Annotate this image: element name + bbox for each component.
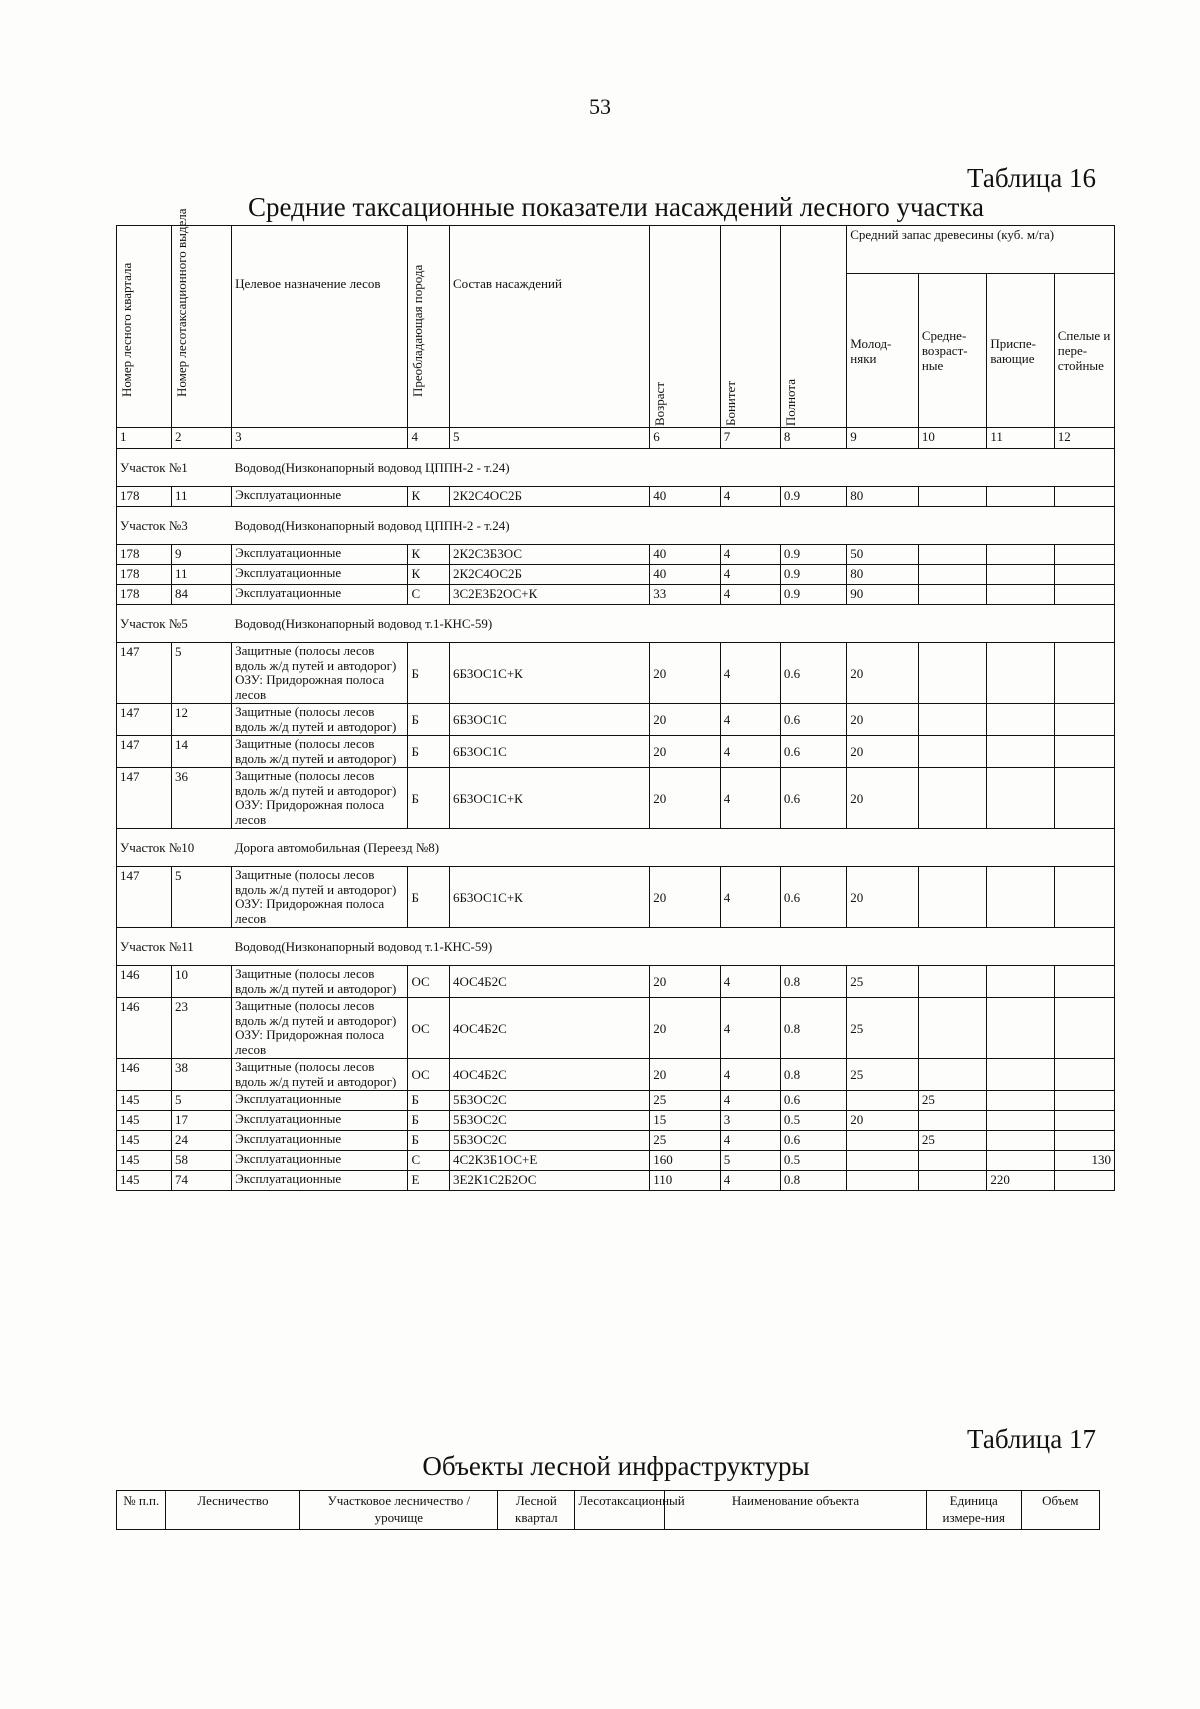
- cell-density: 0.6: [780, 704, 846, 736]
- cell-young: 25: [847, 1059, 919, 1091]
- cell-density: 0.9: [780, 585, 846, 605]
- cell-middle: [918, 565, 986, 585]
- cell-young: 80: [847, 565, 919, 585]
- cell-mature: [1054, 867, 1114, 928]
- table-row: [117, 966, 1115, 998]
- cell-subdivision: 23: [171, 998, 231, 1059]
- table-row: [117, 643, 1115, 704]
- cell-quarter: 178: [117, 565, 172, 585]
- infrastructure-table: [116, 1490, 1100, 1530]
- section-object-label: Водовод(Низконапорный водовод ЦППН-2 - т.24): [232, 507, 1115, 545]
- cell-purpose: Эксплуатационные: [232, 1111, 408, 1131]
- header-purpose: Целевое назначение лесов: [232, 226, 408, 428]
- cell-quarter: 178: [117, 545, 172, 565]
- cell-ripening: [987, 1131, 1054, 1151]
- cell-mature: [1054, 585, 1114, 605]
- cell-subdivision: 36: [171, 768, 231, 829]
- cell-bonitet: 4: [720, 867, 780, 928]
- table-row: [117, 1171, 1115, 1191]
- cell-subdivision: 58: [171, 1151, 231, 1171]
- section-header-row: [117, 507, 1115, 545]
- t17-header-quarter: Лесной квартал: [498, 1491, 575, 1530]
- cell-mature: [1054, 1131, 1114, 1151]
- cell-bonitet: 4: [720, 998, 780, 1059]
- cell-bonitet: 4: [720, 565, 780, 585]
- cell-density: 0.6: [780, 643, 846, 704]
- cell-bonitet: 4: [720, 1059, 780, 1091]
- cell-density: 0.6: [780, 736, 846, 768]
- cell-age: 40: [650, 487, 721, 507]
- cell-density: 0.8: [780, 1059, 846, 1091]
- cell-mature: [1054, 1171, 1114, 1191]
- section-object-label: Водовод(Низконапорный водовод ЦППН-2 - т.24): [232, 449, 1115, 487]
- cell-purpose: Эксплуатационные: [232, 487, 408, 507]
- cell-middle: [918, 768, 986, 829]
- table-16-label: Таблица 16: [967, 163, 1096, 193]
- cell-dominant: К: [408, 545, 449, 565]
- cell-young: 80: [847, 487, 919, 507]
- cell-density: 0.6: [780, 1131, 846, 1151]
- table-row: [117, 487, 1115, 507]
- cell-purpose: Защитные (полосы лесов вдоль ж/д путей и автодорог) ОЗУ: Придорожная полоса лесов: [232, 998, 408, 1059]
- cell-bonitet: 5: [720, 1151, 780, 1171]
- cell-composition: 3Е2К1С2Б2ОС: [449, 1171, 649, 1191]
- section-object-label: Водовод(Низконапорный водовод т.1-КНС-59): [232, 605, 1115, 643]
- section-object-label: Водовод(Низконапорный водовод т.1-КНС-59): [232, 928, 1115, 966]
- cell-dominant: Б: [408, 768, 449, 829]
- cell-young: 20: [847, 768, 919, 829]
- forest-stand-table: [116, 208, 1115, 1191]
- cell-mature: [1054, 1091, 1114, 1111]
- cell-subdivision: 84: [171, 585, 231, 605]
- cell-ripening: [987, 545, 1054, 565]
- table-row: [117, 565, 1115, 585]
- cell-bonitet: 4: [720, 768, 780, 829]
- cell-age: 25: [650, 1091, 721, 1111]
- cell-composition: 4ОС4Б2С: [449, 966, 649, 998]
- cell-middle: [918, 1171, 986, 1191]
- cell-young: 90: [847, 585, 919, 605]
- cell-quarter: 145: [117, 1151, 172, 1171]
- table-row: [117, 545, 1115, 565]
- cell-ripening: [987, 643, 1054, 704]
- cell-composition: 4ОС4Б2С: [449, 1059, 649, 1091]
- cell-dominant: Б: [408, 867, 449, 928]
- cell-quarter: 146: [117, 966, 172, 998]
- section-area-label: Участок №3: [117, 507, 232, 545]
- cell-purpose: Эксплуатационные: [232, 1091, 408, 1111]
- cell-ripening: [987, 565, 1054, 585]
- cell-density: 0.9: [780, 565, 846, 585]
- cell-bonitet: 4: [720, 704, 780, 736]
- cell-subdivision: 74: [171, 1171, 231, 1191]
- table-16-title: Средние таксационные показатели насаждений лесного участка: [247, 192, 985, 222]
- cell-age: 20: [650, 998, 721, 1059]
- cell-bonitet: 4: [720, 736, 780, 768]
- table-row: [117, 704, 1115, 736]
- cell-subdivision: 12: [171, 704, 231, 736]
- cell-bonitet: 4: [720, 1091, 780, 1111]
- cell-age: 15: [650, 1111, 721, 1131]
- section-object-label: Дорога автомобильная (Переезд №8): [232, 829, 1115, 867]
- cell-bonitet: 4: [720, 487, 780, 507]
- cell-purpose: Эксплуатационные: [232, 565, 408, 585]
- cell-purpose: Защитные (полосы лесов вдоль ж/д путей и автодорог): [232, 1059, 408, 1091]
- table-row: [117, 998, 1115, 1059]
- cell-purpose: Защитные (полосы лесов вдоль ж/д путей и автодорог): [232, 704, 408, 736]
- cell-mature: [1054, 643, 1114, 704]
- cell-ripening: [987, 867, 1054, 928]
- cell-ripening: [987, 768, 1054, 829]
- header-age: Возраст: [650, 226, 721, 428]
- cell-age: 20: [650, 966, 721, 998]
- cell-subdivision: 11: [171, 565, 231, 585]
- cell-quarter: 147: [117, 736, 172, 768]
- cell-middle: 25: [918, 1091, 986, 1111]
- cell-density: 0.6: [780, 1091, 846, 1111]
- cell-dominant: ОС: [408, 998, 449, 1059]
- header-stock-group: Средний запас древесины (куб. м/га): [847, 226, 1115, 274]
- cell-purpose: Защитные (полосы лесов вдоль ж/д путей и автодорог): [232, 736, 408, 768]
- cell-subdivision: 17: [171, 1111, 231, 1131]
- cell-age: 20: [650, 1059, 721, 1091]
- cell-mature: [1054, 1111, 1114, 1131]
- cell-young: [847, 1131, 919, 1151]
- cell-middle: [918, 704, 986, 736]
- cell-purpose: Защитные (полосы лесов вдоль ж/д путей и автодорог): [232, 966, 408, 998]
- cell-density: 0.8: [780, 998, 846, 1059]
- t17-header-volume: Объем: [1021, 1491, 1099, 1530]
- header-bonitet: Бонитет: [720, 226, 780, 428]
- cell-composition: 6Б3ОС1С+К: [449, 867, 649, 928]
- cell-ripening: [987, 1151, 1054, 1171]
- cell-purpose: Эксплуатационные: [232, 585, 408, 605]
- cell-middle: [918, 1059, 986, 1091]
- cell-density: 0.5: [780, 1111, 846, 1131]
- table-row: [117, 1091, 1115, 1111]
- header-middle: Средне-возраст-ные: [918, 274, 986, 428]
- section-header-row: [117, 928, 1115, 966]
- cell-young: 20: [847, 704, 919, 736]
- cell-young: 20: [847, 736, 919, 768]
- cell-age: 20: [650, 736, 721, 768]
- cell-mature: [1054, 768, 1114, 829]
- cell-composition: 2К2С4ОС2Б: [449, 487, 649, 507]
- cell-purpose: Защитные (полосы лесов вдоль ж/д путей и автодорог) ОЗУ: Придорожная полоса лесов: [232, 643, 408, 704]
- section-area-label: Участок №1: [117, 449, 232, 487]
- cell-composition: 5Б3ОС2С: [449, 1131, 649, 1151]
- cell-dominant: Б: [408, 1111, 449, 1131]
- cell-dominant: Б: [408, 736, 449, 768]
- cell-density: 0.8: [780, 966, 846, 998]
- section-header-row: [117, 605, 1115, 643]
- cell-bonitet: 4: [720, 1131, 780, 1151]
- cell-dominant: С: [408, 1151, 449, 1171]
- cell-bonitet: 4: [720, 966, 780, 998]
- cell-age: 110: [650, 1171, 721, 1191]
- cell-subdivision: 38: [171, 1059, 231, 1091]
- cell-subdivision: 24: [171, 1131, 231, 1151]
- cell-middle: [918, 545, 986, 565]
- cell-middle: [918, 966, 986, 998]
- cell-mature: [1054, 487, 1114, 507]
- table-row: [117, 768, 1115, 829]
- cell-subdivision: 9: [171, 545, 231, 565]
- header-subdivision: Номер лесотаксационного выдела: [171, 226, 231, 428]
- cell-mature: [1054, 704, 1114, 736]
- cell-mature: 130: [1054, 1151, 1114, 1171]
- section-header-row: [117, 829, 1115, 867]
- cell-age: 33: [650, 585, 721, 605]
- table-17-title: Объекты лесной инфраструктуры: [422, 1451, 810, 1481]
- cell-ripening: [987, 1111, 1054, 1131]
- section-header-row: [117, 449, 1115, 487]
- cell-dominant: Б: [408, 704, 449, 736]
- cell-age: 20: [650, 867, 721, 928]
- cell-dominant: ОС: [408, 1059, 449, 1091]
- header-young: Молод-няки: [847, 274, 919, 428]
- cell-middle: [918, 998, 986, 1059]
- cell-subdivision: 5: [171, 1091, 231, 1111]
- cell-composition: 5Б3ОС2С: [449, 1091, 649, 1111]
- header-quarter: Номер лесного квартала: [117, 226, 172, 428]
- cell-composition: 3С2Е3Б2ОС+К: [449, 585, 649, 605]
- cell-composition: 6Б3ОС1С: [449, 736, 649, 768]
- cell-ripening: [987, 487, 1054, 507]
- cell-quarter: 145: [117, 1131, 172, 1151]
- cell-age: 20: [650, 768, 721, 829]
- cell-ripening: [987, 736, 1054, 768]
- t17-header-number: № п.п.: [117, 1491, 166, 1530]
- cell-quarter: 145: [117, 1111, 172, 1131]
- cell-quarter: 145: [117, 1171, 172, 1191]
- cell-density: 0.9: [780, 545, 846, 565]
- cell-purpose: Защитные (полосы лесов вдоль ж/д путей и автодорог) ОЗУ: Придорожная полоса лесов: [232, 867, 408, 928]
- cell-composition: 5Б3ОС2С: [449, 1111, 649, 1131]
- cell-purpose: Защитные (полосы лесов вдоль ж/д путей и автодорог) ОЗУ: Придорожная полоса лесов: [232, 768, 408, 829]
- cell-age: 160: [650, 1151, 721, 1171]
- table-row: [117, 736, 1115, 768]
- cell-dominant: Е: [408, 1171, 449, 1191]
- cell-quarter: 145: [117, 1091, 172, 1111]
- cell-dominant: ОС: [408, 966, 449, 998]
- cell-mature: [1054, 545, 1114, 565]
- cell-mature: [1054, 998, 1114, 1059]
- cell-quarter: 178: [117, 487, 172, 507]
- t17-header-object-name: Наименование объекта: [665, 1491, 927, 1530]
- table-row: [117, 1131, 1115, 1151]
- cell-dominant: Б: [408, 643, 449, 704]
- t17-header-forestry: Лесничество: [166, 1491, 300, 1530]
- cell-young: 25: [847, 998, 919, 1059]
- page-number: 53: [589, 94, 611, 119]
- column-number-row: 1 2 3 4 5 6 7 8 9 10 11 12: [117, 428, 1115, 449]
- cell-young: 50: [847, 545, 919, 565]
- cell-young: 25: [847, 966, 919, 998]
- cell-age: 20: [650, 704, 721, 736]
- section-area-label: Участок №10: [117, 829, 232, 867]
- cell-dominant: К: [408, 487, 449, 507]
- cell-composition: 4ОС4Б2С: [449, 998, 649, 1059]
- cell-subdivision: 10: [171, 966, 231, 998]
- cell-age: 20: [650, 643, 721, 704]
- t17-header-district: Участковое лесничество / урочище: [300, 1491, 498, 1530]
- cell-quarter: 147: [117, 768, 172, 829]
- cell-composition: 6Б3ОС1С+К: [449, 768, 649, 829]
- cell-dominant: Б: [408, 1091, 449, 1111]
- cell-subdivision: 11: [171, 487, 231, 507]
- cell-density: 0.6: [780, 867, 846, 928]
- cell-middle: [918, 487, 986, 507]
- cell-dominant: К: [408, 565, 449, 585]
- cell-ripening: [987, 1059, 1054, 1091]
- cell-composition: 2К2С3Б3ОС: [449, 545, 649, 565]
- cell-purpose: Эксплуатационные: [232, 1151, 408, 1171]
- section-area-label: Участок №11: [117, 928, 232, 966]
- cell-purpose: Эксплуатационные: [232, 1131, 408, 1151]
- table-row: [117, 585, 1115, 605]
- cell-composition: 4С2К3Б1ОС+Е: [449, 1151, 649, 1171]
- header-density: Полнота: [780, 226, 846, 428]
- cell-young: [847, 1091, 919, 1111]
- table-17-label: Таблица 17: [967, 1424, 1096, 1454]
- cell-density: 0.9: [780, 487, 846, 507]
- cell-mature: [1054, 736, 1114, 768]
- cell-dominant: Б: [408, 1131, 449, 1151]
- cell-age: 25: [650, 1131, 721, 1151]
- cell-quarter: 146: [117, 1059, 172, 1091]
- cell-bonitet: 4: [720, 585, 780, 605]
- cell-dominant: С: [408, 585, 449, 605]
- cell-middle: 25: [918, 1131, 986, 1151]
- cell-ripening: [987, 966, 1054, 998]
- cell-young: [847, 1151, 919, 1171]
- t17-header-subdivision: Лесотаксационный: [575, 1491, 665, 1530]
- cell-age: 40: [650, 545, 721, 565]
- cell-quarter: 147: [117, 867, 172, 928]
- cell-ripening: [987, 585, 1054, 605]
- table-row: [117, 1059, 1115, 1091]
- cell-ripening: [987, 704, 1054, 736]
- table-row: [117, 867, 1115, 928]
- table-row: [117, 1111, 1115, 1131]
- cell-age: 40: [650, 565, 721, 585]
- t17-header-unit: Единица измере-ния: [926, 1491, 1021, 1530]
- header-mature: Спелые и пере-стойные: [1054, 274, 1114, 428]
- cell-quarter: 146: [117, 998, 172, 1059]
- cell-bonitet: 3: [720, 1111, 780, 1131]
- cell-ripening: 220: [987, 1171, 1054, 1191]
- cell-middle: [918, 585, 986, 605]
- cell-composition: 6Б3ОС1С: [449, 704, 649, 736]
- cell-density: 0.8: [780, 1171, 846, 1191]
- header-composition: Состав насаждений: [449, 226, 649, 428]
- cell-bonitet: 4: [720, 1171, 780, 1191]
- table-row: [117, 1151, 1115, 1171]
- cell-young: [847, 1171, 919, 1191]
- cell-quarter: 147: [117, 704, 172, 736]
- cell-density: 0.6: [780, 768, 846, 829]
- cell-middle: [918, 1151, 986, 1171]
- cell-ripening: [987, 998, 1054, 1059]
- cell-bonitet: 4: [720, 643, 780, 704]
- cell-subdivision: 14: [171, 736, 231, 768]
- cell-composition: 6Б3ОС1С+К: [449, 643, 649, 704]
- cell-mature: [1054, 1059, 1114, 1091]
- cell-middle: [918, 867, 986, 928]
- cell-ripening: [987, 1091, 1054, 1111]
- cell-subdivision: 5: [171, 867, 231, 928]
- cell-middle: [918, 643, 986, 704]
- cell-composition: 2К2С4ОС2Б: [449, 565, 649, 585]
- cell-young: 20: [847, 643, 919, 704]
- cell-purpose: Эксплуатационные: [232, 1171, 408, 1191]
- cell-middle: [918, 1111, 986, 1131]
- header-ripening: Приспе-вающие: [987, 274, 1054, 428]
- cell-mature: [1054, 966, 1114, 998]
- cell-middle: [918, 736, 986, 768]
- cell-quarter: 178: [117, 585, 172, 605]
- cell-purpose: Эксплуатационные: [232, 545, 408, 565]
- header-dominant: Преобладающая порода: [408, 226, 449, 428]
- cell-subdivision: 5: [171, 643, 231, 704]
- section-area-label: Участок №5: [117, 605, 232, 643]
- cell-bonitet: 4: [720, 545, 780, 565]
- cell-young: 20: [847, 1111, 919, 1131]
- cell-quarter: 147: [117, 643, 172, 704]
- cell-young: 20: [847, 867, 919, 928]
- cell-density: 0.5: [780, 1151, 846, 1171]
- cell-mature: [1054, 565, 1114, 585]
